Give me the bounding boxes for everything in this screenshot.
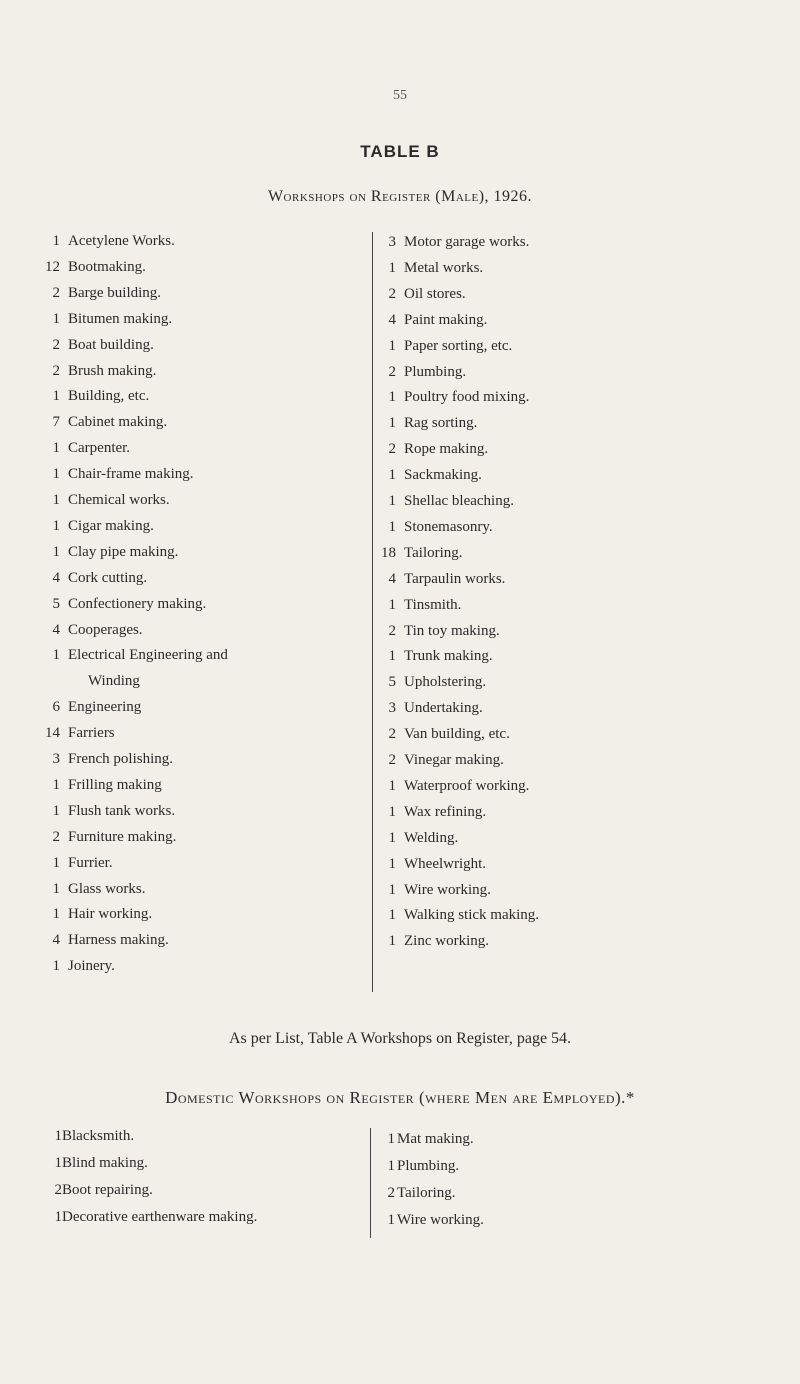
- item-label: Boat building.: [68, 336, 154, 353]
- item-count: 1: [54, 1128, 62, 1144]
- list-item: [373, 1127, 673, 1151]
- item-label: Furniture making.: [68, 828, 177, 845]
- item-count: 1: [388, 467, 396, 484]
- item-count: 4: [388, 570, 396, 587]
- item-label: Carpenter.: [68, 440, 131, 457]
- item-count: 1: [52, 466, 60, 483]
- item-count: 1: [52, 233, 60, 249]
- item-count: 1: [388, 337, 396, 354]
- item-count: 1: [388, 933, 396, 950]
- item-count: 1: [388, 518, 396, 535]
- item-count: 1: [52, 543, 60, 560]
- item-count: 1: [52, 802, 60, 819]
- item-count: 2: [388, 441, 396, 458]
- item-label: Electrical Engineering and: [68, 647, 228, 664]
- item-label: Cabinet making.: [68, 414, 168, 431]
- table-title: TABLE B: [360, 142, 440, 161]
- item-label: Wire working.: [404, 881, 491, 898]
- item-label: Bootmaking.: [68, 258, 146, 275]
- item-count: 1: [387, 1131, 395, 1147]
- list-item: [40, 1151, 360, 1175]
- item-count: 1: [387, 1158, 395, 1174]
- item-label: Rope making.: [404, 441, 489, 458]
- list-item: [40, 1178, 360, 1202]
- item-label: Poultry food mixing.: [404, 389, 530, 406]
- item-count: 5: [388, 674, 396, 691]
- item-label: Decorative earthenware making.: [62, 1209, 258, 1225]
- item-label: Boot repairing.: [62, 1182, 153, 1198]
- item-label: Tin toy making.: [404, 622, 500, 639]
- item-count: 1: [52, 854, 60, 871]
- item-count: 1: [388, 493, 396, 509]
- item-count: 2: [388, 285, 396, 302]
- item-count: 1: [52, 958, 60, 975]
- item-label: Wire working.: [397, 1212, 484, 1228]
- item-label: Zinc working.: [404, 933, 489, 950]
- item-count: 1: [388, 648, 396, 665]
- item-label: Barge building.: [68, 284, 162, 301]
- item-count: 1: [388, 803, 396, 820]
- section-2-title: Domestic Workshops on Register (where Men are Employed).*: [165, 1088, 635, 1107]
- item-count: 1: [388, 389, 396, 406]
- item-label: Bitumen making.: [68, 310, 173, 327]
- item-count: 1: [52, 880, 60, 897]
- item-count: 1: [388, 415, 396, 432]
- section-1-title: Workshops on Register (Male), 1926.: [267, 188, 533, 205]
- item-count: 1: [388, 829, 396, 846]
- item-label: Vinegar making.: [404, 752, 504, 768]
- item-count: 2: [52, 362, 60, 379]
- item-count: 4: [52, 932, 60, 949]
- item-label: Waterproof working.: [404, 777, 530, 794]
- item-count: 1: [52, 517, 60, 534]
- item-count: 6: [52, 699, 60, 716]
- item-label: Rag sorting.: [404, 415, 478, 432]
- item-label: Stonemasonry.: [404, 518, 493, 535]
- item-label: Mat making.: [397, 1131, 474, 1147]
- item-label: Building, etc.: [68, 388, 150, 405]
- item-label: Plumbing.: [397, 1158, 460, 1174]
- list-item: [373, 1208, 673, 1232]
- item-count: 5: [52, 595, 60, 612]
- item-label: Walking stick making.: [404, 907, 540, 924]
- item-label: Acetylene Works.: [68, 233, 175, 249]
- item-label: Flush tank works.: [68, 802, 176, 819]
- item-label: Sackmaking.: [404, 467, 482, 484]
- item-label: Clay pipe making.: [68, 543, 179, 560]
- item-label: Metal works.: [404, 259, 484, 276]
- item-label: Cigar making.: [68, 517, 154, 534]
- item-count: 1: [388, 259, 396, 276]
- item-label: Blind making.: [62, 1155, 148, 1171]
- item-label: Furrier.: [68, 854, 113, 871]
- list-item: [40, 1205, 360, 1229]
- list-item: [373, 1181, 673, 1205]
- item-label: Plumbing.: [404, 363, 467, 380]
- item-count: 3: [52, 751, 60, 767]
- item-label: Brush making.: [68, 362, 157, 379]
- item-count: 2: [388, 726, 396, 743]
- item-label: Upholstering.: [404, 674, 487, 691]
- item-count: 7: [52, 414, 60, 431]
- item-label: Joinery.: [68, 958, 115, 975]
- item-label: Frilling making: [68, 776, 162, 793]
- item-count: 1: [52, 440, 60, 457]
- item-count: 2: [52, 828, 60, 845]
- item-count: 1: [388, 907, 396, 924]
- item-count: 2: [388, 752, 396, 768]
- item-label: Winding: [88, 673, 140, 690]
- item-label: Engineering: [68, 699, 142, 716]
- item-label: Paint making.: [404, 311, 488, 328]
- item-count: 12: [45, 258, 60, 275]
- page-number: 55: [393, 88, 407, 103]
- item-label: Hair working.: [68, 906, 153, 923]
- item-label: Trunk making.: [404, 648, 493, 665]
- item-count: 1: [52, 906, 60, 923]
- item-count: 1: [52, 388, 60, 405]
- item-count: 2: [54, 1182, 62, 1198]
- item-count: 14: [45, 725, 60, 742]
- list-item: [373, 1154, 673, 1178]
- item-label: Harness making.: [68, 932, 169, 949]
- item-label: Undertaking.: [404, 700, 483, 717]
- item-label: Oil stores.: [404, 285, 466, 302]
- item-label: Paper sorting, etc.: [404, 337, 513, 354]
- item-label: Tailoring.: [404, 544, 463, 561]
- item-label: Farriers: [68, 725, 115, 742]
- item-count: 1: [387, 1212, 395, 1228]
- item-label: Confectionery making.: [68, 595, 207, 612]
- item-label: Cooperages.: [68, 621, 143, 638]
- column-divider: [370, 1128, 371, 1238]
- item-label: Wax refining.: [404, 803, 487, 820]
- item-count: 1: [52, 492, 60, 508]
- item-label: Cork cutting.: [68, 569, 148, 586]
- item-label: Shellac bleaching.: [404, 493, 514, 509]
- item-count: 3: [388, 700, 396, 717]
- item-count: 1: [388, 596, 396, 613]
- item-label: Tinsmith.: [404, 596, 462, 613]
- item-label: Blacksmith.: [62, 1128, 135, 1144]
- item-count: 1: [52, 310, 60, 327]
- item-count: 4: [52, 621, 60, 638]
- item-count: 1: [388, 881, 396, 898]
- item-label: French polishing.: [68, 751, 173, 767]
- item-count: 3: [388, 234, 396, 250]
- item-count: 1: [52, 776, 60, 793]
- item-count: 2: [52, 336, 60, 353]
- item-count: 1: [388, 855, 396, 872]
- item-label: Wheelwright.: [404, 855, 487, 872]
- item-count: 2: [388, 622, 396, 639]
- item-count: 2: [52, 284, 60, 301]
- item-count: 4: [388, 311, 396, 328]
- item-count: 1: [54, 1155, 62, 1171]
- item-label: Motor garage works.: [404, 234, 530, 250]
- item-label: Chemical works.: [68, 492, 170, 508]
- footnote: As per List, Table A Workshops on Register, page 54.: [228, 1030, 572, 1047]
- item-label: Glass works.: [68, 880, 146, 897]
- item-label: Tarpaulin works.: [404, 570, 506, 587]
- item-label: Tailoring.: [397, 1185, 456, 1201]
- item-count: 1: [52, 647, 60, 664]
- item-count: 18: [381, 544, 396, 561]
- item-label: Chair-frame making.: [68, 466, 194, 483]
- item-count: 1: [54, 1209, 62, 1225]
- item-label: Van building, etc.: [404, 726, 510, 743]
- list-item: [40, 1124, 360, 1148]
- item-count: 1: [388, 777, 396, 794]
- item-count: 2: [387, 1185, 395, 1201]
- item-count: 2: [388, 363, 396, 380]
- item-label: Welding.: [404, 829, 459, 846]
- item-count: 4: [52, 569, 60, 586]
